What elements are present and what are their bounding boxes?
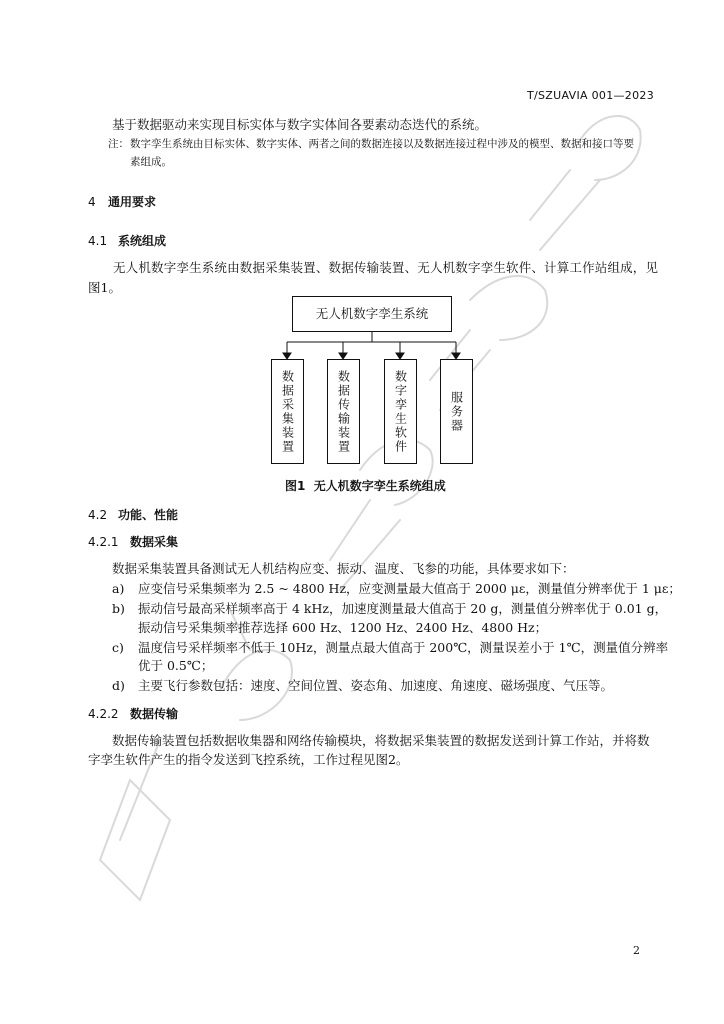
section-number: 4.2.2: [88, 707, 119, 721]
diagram-child-data-acquisition: [271, 359, 304, 464]
list-item-text: 主要飞行参数包括：速度、空间位置、姿态角、加速度、角速度、磁场强度、气压等。: [138, 678, 614, 693]
diagram-child-server: [440, 359, 473, 464]
section-4-2-heading: [88, 506, 178, 523]
list-item-text: 振动信号最高采样频率高于 4 kHz，加速度测量最大值高于 20 g，测量值分辨率优于 0.01 g，: [138, 601, 668, 616]
list-item-text: 应变信号采集频率为 2.5 ~ 4800 Hz，应变测量最大值高于 2000 με，测量值分辨率优于 1 με；: [138, 581, 681, 596]
intro-line: 基于数据驱动来实现目标实体与数字实体间各要素动态迭代的系统。: [112, 117, 488, 132]
list-item-text-continued: 振动信号采集频率推荐选择 600 Hz、1200 Hz、2400 Hz、4800 Hz；: [138, 620, 548, 635]
section-number: 4.1: [88, 234, 108, 248]
section-4-2-2-paragraph-line1: 数据传输装置包括数据收集器和网络传输模块，将数据采集装置的数据发送到计算工作站，并将数: [112, 733, 650, 748]
list-item-label: d): [112, 678, 125, 693]
document-code: T/SZUAVIA 001—2023: [527, 89, 654, 102]
section-4-2-2-heading: [88, 705, 178, 722]
figure-caption: [285, 477, 446, 494]
diagram-child-label: 数字孪生软件: [393, 369, 408, 454]
list-item-text: 温度信号采样频率不低于 10Hz，测量点最大值高于 200℃，测量误差小于 1℃，测量值分辨率: [138, 640, 669, 655]
figure-number: 图1: [285, 479, 306, 493]
diagram-child-twin-software: [384, 359, 417, 464]
diagram-child-data-transmission: [327, 359, 360, 464]
section-number: 4: [88, 195, 96, 209]
list-item-label: c): [112, 640, 124, 655]
figure-title: 无人机数字孪生系统组成: [313, 479, 446, 493]
diagram-child-label: 数据传输装置: [336, 369, 351, 454]
diagram-child-label: 服务器: [449, 390, 464, 433]
section-title: 数据采集: [130, 535, 179, 549]
diagram-root-label: 无人机数字孪生系统: [315, 306, 429, 321]
list-item-label: a): [112, 581, 125, 596]
section-title: 数据传输: [130, 707, 179, 721]
list-item-label: b): [112, 601, 125, 616]
section-title: 通用要求: [108, 195, 157, 209]
section-4-1-paragraph: 无人机数字孪生系统由数据采集装置、数据传输装置、无人机数字孪生软件、计算工作站组成，见图1。: [88, 260, 658, 295]
section-number: 4.2: [88, 508, 108, 522]
list-item-text-continued: 优于 0.5℃；: [138, 658, 214, 673]
section-4-2-2-paragraph-line2: 字孪生软件产生的指令发送到飞控系统，工作过程见图2。: [88, 752, 409, 767]
note-text-line1: 数字孪生系统由目标实体、数字实体、两者之间的数据连接以及数据连接过程中涉及的模型、数据和接口等要: [130, 138, 634, 150]
page-number: 2: [633, 944, 640, 957]
section-4-2-1-heading: [88, 533, 178, 550]
section-title: 功能、性能: [118, 508, 179, 522]
note-text-line2: 素组成。: [130, 156, 172, 168]
section-number: 4.2.1: [88, 535, 119, 549]
diagram-child-label: 数据采集装置: [280, 369, 295, 454]
section-title: 系统组成: [118, 234, 167, 248]
section-4-2-1-intro: 数据采集装置具备测试无人机结构应变、振动、温度、飞参的功能，具体要求如下：: [112, 561, 575, 576]
note-label: 注：: [108, 138, 129, 150]
